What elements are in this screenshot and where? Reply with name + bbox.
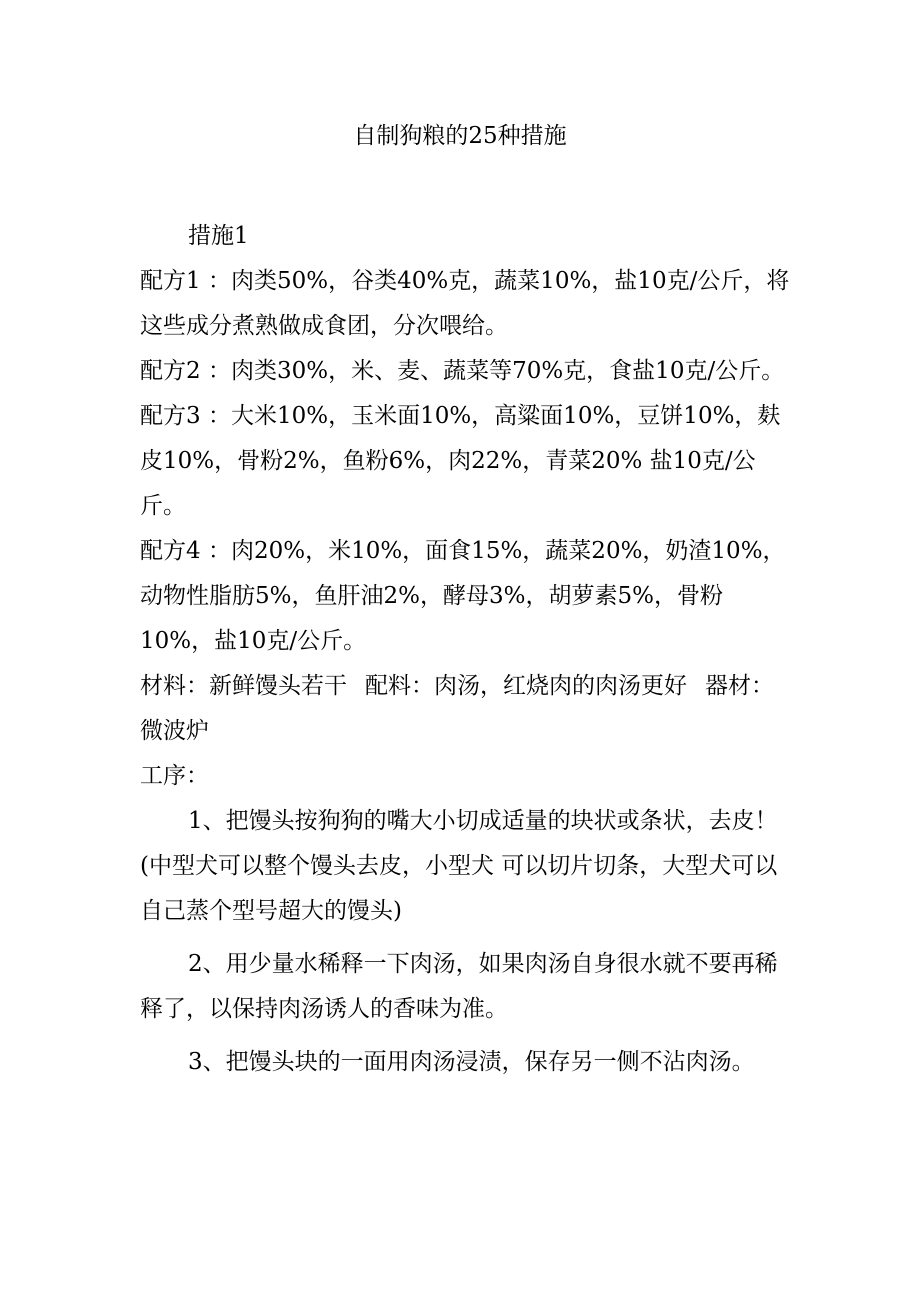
process-label: 工序： bbox=[140, 763, 209, 789]
formula-2: 配方2 ：肉类30%，米、麦、蔬菜等70%克，食盐10克/公斤。 bbox=[140, 358, 785, 384]
step-1: 1、把馒头按狗狗的嘴大小切成适量的块状或条状，去皮！(中型犬可以整个馒头去皮，小型犬 可以切片切条，大型犬可以自己蒸个型号超大的馒头) bbox=[140, 808, 778, 924]
step-2: 2、用少量水稀释一下肉汤，如果肉汤自身很水就不要再稀释了，以保持肉汤诱人的香味为准。 bbox=[140, 951, 778, 1022]
document-title: 自制狗粮的25种措施 bbox=[353, 123, 567, 149]
materials-equipment: 器材：微波炉 bbox=[140, 673, 774, 744]
materials-line bbox=[140, 664, 790, 754]
formula-3: 配方3 ：大米10%，玉米面10%，高粱面10%，豆饼10%，麸皮10%，骨粉2%，鱼粉6%，肉22%，青菜20% 盐10克/公斤。 bbox=[140, 403, 781, 519]
formula-4: 配方4 ：肉20%，米10%，面食15%，蔬菜20%，奶渣10%，动物性脂肪5%，鱼肝油2%，酵母3%，胡萝素5%，骨粉10%，盐10克/公斤。 bbox=[140, 538, 786, 654]
document-body bbox=[140, 214, 790, 1085]
step-3: 3、把馒头块的一面用肉汤浸渍，保存另一侧不沾肉汤。 bbox=[188, 1049, 755, 1075]
section-heading: 措施1 bbox=[188, 223, 249, 249]
materials-seasoning: 配料：肉汤，红烧肉的肉汤更好 bbox=[365, 673, 687, 699]
formula-1: 配方1 ：肉类50%，谷类40%克，蔬菜10%，盐10克/公斤，将这些成分煮熟做成食团，分次喂给。 bbox=[140, 268, 790, 339]
materials-ingredients: 材料：新鲜馒头若干 bbox=[140, 673, 347, 699]
